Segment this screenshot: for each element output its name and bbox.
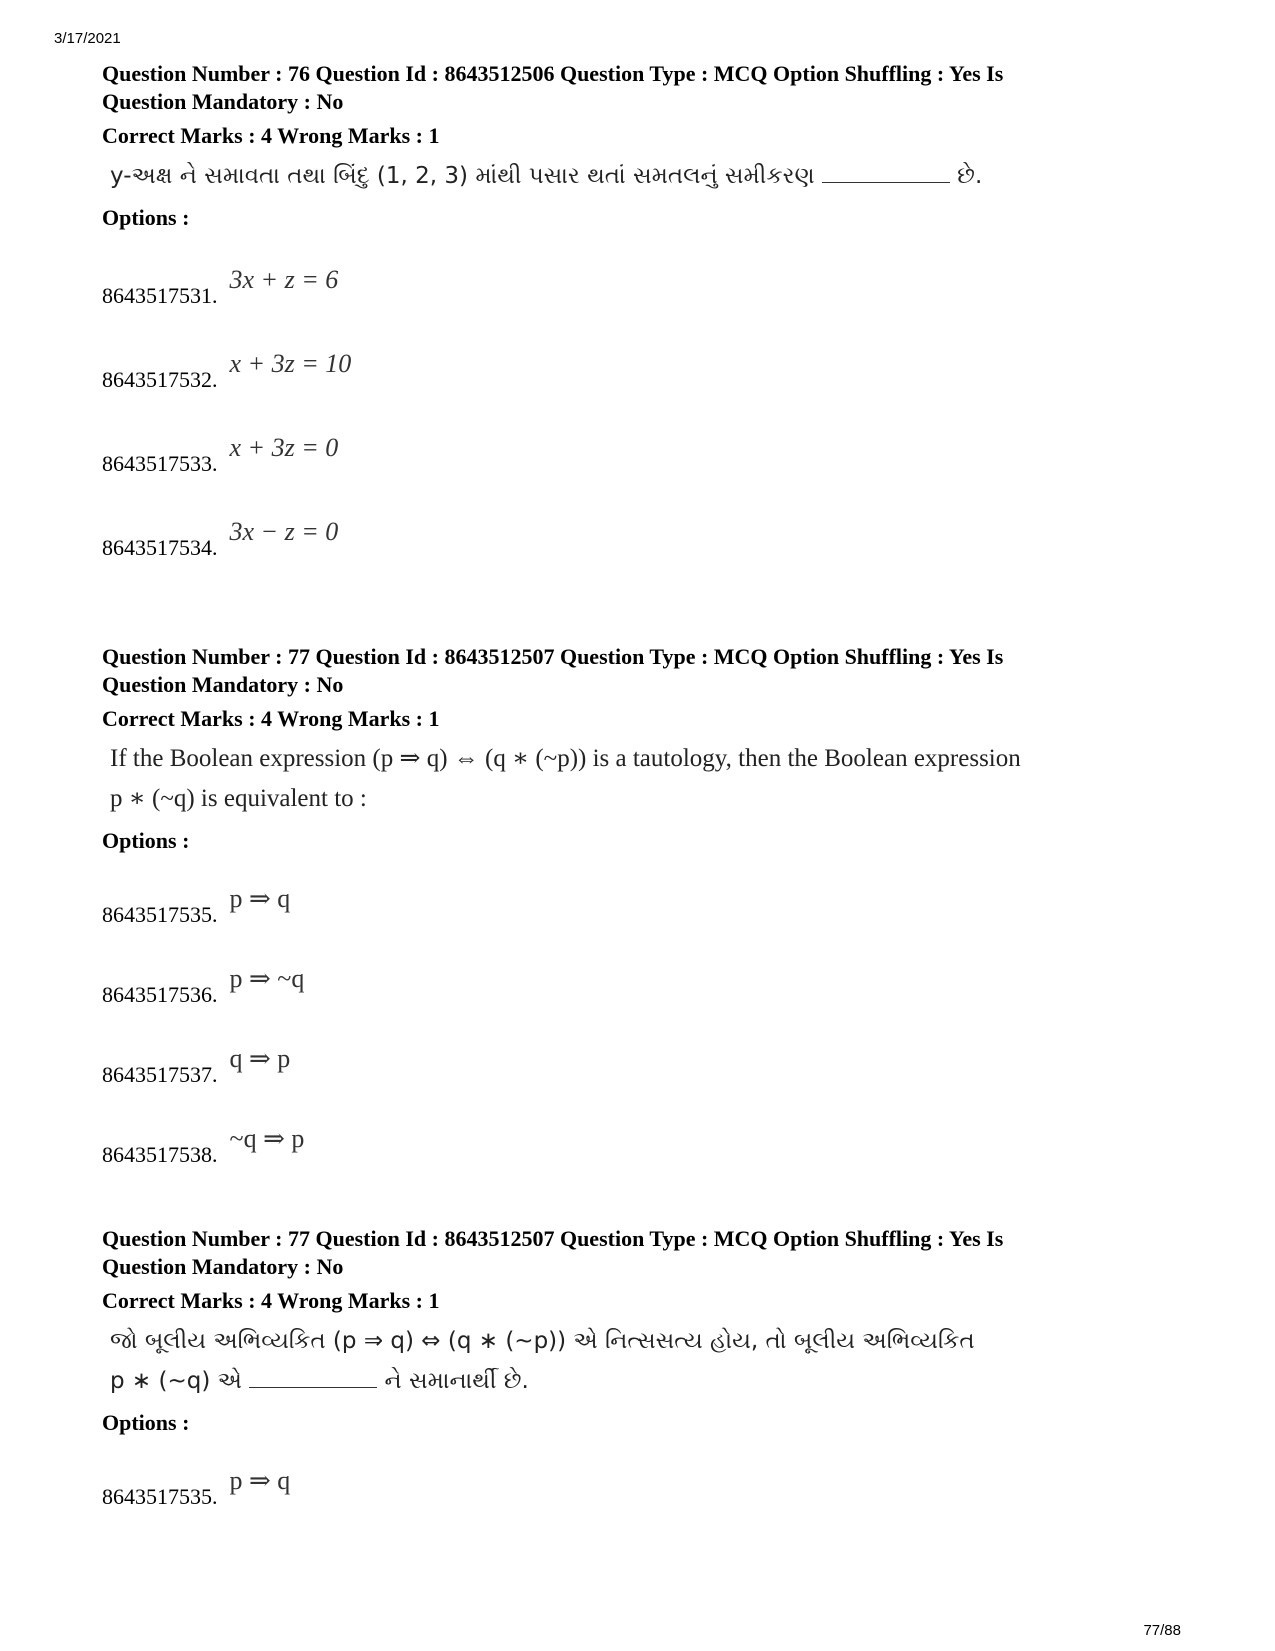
option-text: 3x − z = 0 (229, 517, 339, 546)
question-text-before-blank: y-અક્ષ ને સમાવતા તથા બિંદુ (1, 2, 3) માંથી પસાર થતાં સમતલનું સમીકરણ (110, 163, 815, 189)
question-text-line-1: જો બૂલીય અભિવ્યકિત (p ⇒ q) ⇔ (q ∗ (~p)) એ નિત્સસત્ય હોય, તો બૂલીય અભિવ્યકિત (110, 1328, 975, 1354)
question-text (102, 1321, 1182, 1401)
option-id: 8643517538. (102, 1142, 218, 1167)
question-text-line-1: If the Boolean expression (p ⇒ q) ⇔ (q ∗ (~p)) is a tautology, then the Boolean expression (110, 745, 1021, 772)
option-item (102, 232, 1182, 316)
question-meta-line-2: Question Mandatory : No (102, 672, 344, 697)
question-text-line-2: p ∗ (~q) is equivalent to : (110, 785, 367, 812)
option-id: 8643517535. (102, 902, 218, 927)
question-76 (102, 60, 1182, 568)
question-text-before-blank: p ∗ (~q) એ (110, 1368, 242, 1394)
page-number: 77/88 (1143, 1622, 1181, 1639)
print-date: 3/17/2021 (54, 30, 121, 47)
option-text: x + 3z = 10 (229, 349, 352, 378)
question-meta-line-1: Question Number : 76 Question Id : 8643512506 Question Type : MCQ Option Shuffling : Yes Is (102, 61, 1004, 86)
option-item (102, 1437, 1182, 1517)
options-label: Options : (102, 828, 190, 853)
option-item (102, 316, 1182, 400)
question-text-after-blank: છે. (957, 163, 983, 189)
option-id: 8643517536. (102, 982, 218, 1007)
question-meta (102, 643, 1182, 699)
question-77-gujarati (102, 1225, 1182, 1517)
question-meta-line-2: Question Mandatory : No (102, 89, 344, 114)
question-text-after-blank: ને સમાનાર્થી છે. (384, 1368, 529, 1394)
option-id: 8643517537. (102, 1062, 218, 1087)
question-meta-line-1: Question Number : 77 Question Id : 8643512507 Question Type : MCQ Option Shuffling : Yes Is (102, 644, 1004, 669)
option-text: p ⇒ ~q (229, 964, 305, 993)
option-text: ~q ⇒ p (229, 1124, 305, 1153)
question-text-line-2 (110, 1361, 1182, 1401)
option-id: 8643517533. (102, 451, 218, 476)
option-item (102, 855, 1182, 935)
question-meta-line-2: Question Mandatory : No (102, 1254, 344, 1279)
question-meta (102, 60, 1182, 116)
option-item (102, 1095, 1182, 1175)
option-id: 8643517535. (102, 1484, 218, 1509)
question-77-english (102, 643, 1182, 1175)
options-label: Options : (102, 205, 190, 230)
answer-blank (822, 164, 950, 183)
question-marks: Correct Marks : 4 Wrong Marks : 1 (102, 706, 440, 731)
option-item (102, 1015, 1182, 1095)
option-id: 8643517534. (102, 535, 218, 560)
question-marks: Correct Marks : 4 Wrong Marks : 1 (102, 1288, 440, 1313)
question-meta-line-1: Question Number : 77 Question Id : 8643512507 Question Type : MCQ Option Shuffling : Yes Is (102, 1226, 1004, 1251)
option-id: 8643517532. (102, 367, 218, 392)
option-item (102, 935, 1182, 1015)
option-id: 8643517531. (102, 283, 218, 308)
question-text (102, 156, 1182, 196)
option-item (102, 484, 1182, 568)
option-text: 3x + z = 6 (229, 265, 339, 294)
option-text: q ⇒ p (229, 1044, 291, 1073)
question-text (102, 739, 1182, 819)
options-label: Options : (102, 1410, 190, 1435)
answer-blank (249, 1369, 377, 1388)
option-item (102, 400, 1182, 484)
option-text: p ⇒ q (229, 1466, 291, 1495)
question-marks: Correct Marks : 4 Wrong Marks : 1 (102, 123, 440, 148)
question-meta (102, 1225, 1182, 1281)
option-text: p ⇒ q (229, 884, 291, 913)
option-text: x + 3z = 0 (229, 433, 339, 462)
